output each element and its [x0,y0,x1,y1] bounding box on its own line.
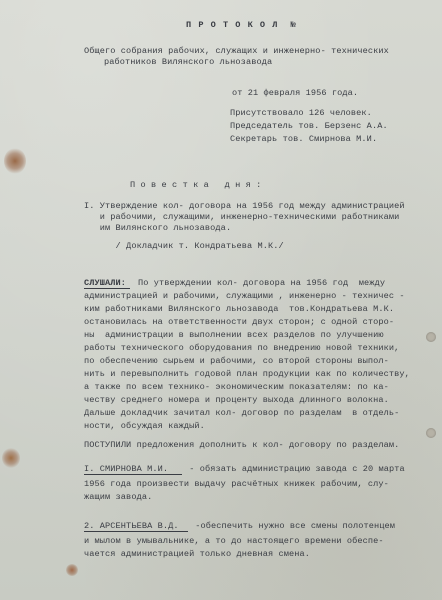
item-line: чается администрацией только дневная смена. [84,549,311,559]
agenda-title: П о в е с т к а д н я : [130,180,262,190]
decided-line: ПОСТУПИЛИ предложения дополнить к кол- договору по разделам. [84,440,400,450]
heard-line: а также по всем технико- экономическим показателям: по ка- [84,382,389,392]
heard-line: по обеспечению сырьем и рабочими, со второй стороны выпол- [84,356,389,366]
item-label: I. СМИРНОВА М.И. [84,464,169,474]
heard-line: ности, обсуждая каждый. [84,421,205,431]
item-underline [84,474,182,475]
item-line: и мылом в умывальнике, а то до настоящего времени обеспе- [84,536,384,546]
heard-line: остановилась на ответственности двух сторон; с одной сторо- [84,317,395,327]
heard-line: Дальше докладчик зачитал кол- договор по разделам в отдель- [84,408,400,418]
heard-line: ны администрации в выполнении всех разделов по улучшению [84,330,384,340]
heard-line: честву среднего номера и проценту выхода длинного волокна. [84,395,389,405]
heard-line: нить и перевыполнить годовой план продукции как по количеству, [84,369,410,379]
item-label: 2. АРСЕНТЬЕВА В.Д. [84,521,179,531]
agenda-line: / Докладчик т. Кондратьева М.К./ [84,241,284,251]
item-line: жащим завода. [84,492,153,502]
punch-hole [426,428,436,438]
rust-stain [66,564,78,576]
heard-line: ким работниками Вилянского льнозавода тов.Кондратьева М.К. [84,304,395,314]
heard-line: По утверждении кол- договора на 1956 год между [138,278,386,288]
agenda-line: им Вилянского льнозавода. [84,223,232,233]
agenda-line: I. Утверждение кол- договора на 1956 год между администрацией [84,201,405,211]
meta-line: Председатель тов. Берзенс А.А. [230,121,388,131]
meta-line: Секретарь тов. Смирнова М.И. [230,134,378,144]
rust-stain [2,448,20,468]
item-underline [84,531,188,532]
heard-line: администрацией и рабочими, служащими , инженерно - техничес - [84,291,405,301]
header-line: Общего собрания рабочих, служащих и инженерно- технических [84,46,389,56]
item-line: - обязать администрацию завода с 20 марта [184,464,405,474]
heard-line: работы технического оборудования по внедрению новой техники, [84,343,400,353]
heard-label: СЛУШАЛИ: [84,278,127,288]
meta-line: Присутствовало 126 человек. [230,108,372,118]
date-line: от 21 февраля 1956 года. [232,88,359,98]
header-line: работников Вилянского льнозавода [104,57,273,67]
heard-underline [84,288,130,289]
agenda-line: и рабочими, служащими, инженерно-техническими работниками [84,212,400,222]
item-line: 1956 года произвести выдачу расчётных книжек рабочим, слу- [84,479,389,489]
item-line: -обеспечить нужно все смены полотенцем [190,521,396,531]
rust-stain [4,148,26,174]
document-title: П Р О Т О К О Л № [186,20,297,30]
punch-hole [426,332,436,342]
